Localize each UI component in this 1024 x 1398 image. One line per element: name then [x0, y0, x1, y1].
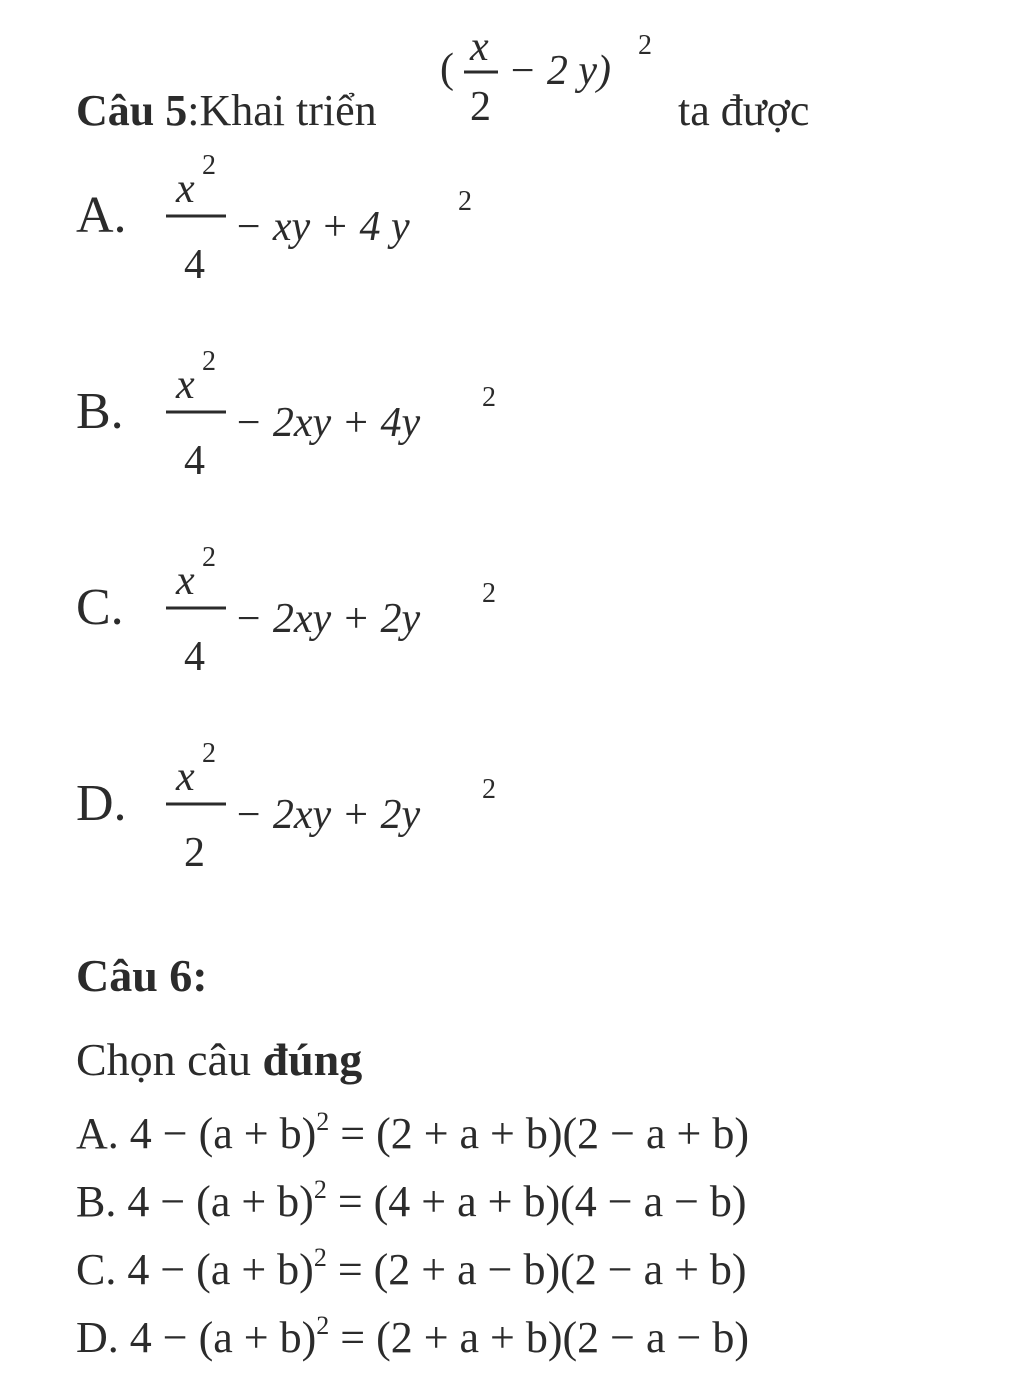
- q5-option-d[interactable]: [76, 738, 596, 888]
- q5-option-b-formula: [156, 346, 576, 486]
- q6-option-a-rhs: = (2 + a + b)(2 − a + b): [329, 1109, 749, 1158]
- q6-option-a-lhs: 4 − (a + b): [129, 1109, 317, 1158]
- formula-denominator: 4: [184, 634, 205, 680]
- question-5-tail: ta được: [678, 86, 810, 135]
- q5-option-c-formula: [156, 542, 576, 682]
- q5-option-d-formula: [156, 738, 576, 878]
- expr-rest: − 2 y): [508, 48, 611, 94]
- question-6-prompt-text: Chọn câu: [76, 1034, 263, 1085]
- q5-option-a[interactable]: [76, 150, 596, 300]
- formula-terms: − xy + 4 y: [234, 204, 410, 250]
- q6-option-b-rhs: = (4 + a + b)(4 − a − b): [326, 1177, 747, 1226]
- q6-option-b-exponent: 2: [313, 1175, 327, 1204]
- q5-option-c[interactable]: [76, 542, 596, 692]
- q5-option-b[interactable]: [76, 346, 596, 496]
- formula-terms: − 2xy + 2y: [234, 792, 421, 838]
- formula-numerator: x: [176, 754, 195, 800]
- q6-option-c-letter: C.: [76, 1245, 117, 1294]
- q6-option-c-lhs: 4 − (a + b): [127, 1245, 314, 1294]
- question-5-expression: [440, 10, 680, 140]
- expr-open-paren: (: [440, 46, 454, 92]
- q6-option-a-letter: A.: [76, 1109, 119, 1158]
- formula-last-exponent: 2: [482, 774, 496, 805]
- q6-option-a-exponent: 2: [316, 1107, 330, 1136]
- expr-exponent: 2: [638, 30, 652, 61]
- q6-option-b-letter: B.: [76, 1177, 117, 1226]
- q5-option-d-letter: D.: [76, 775, 127, 832]
- question-6-prompt-emphasis: đúng: [262, 1034, 363, 1085]
- formula-terms: − 2xy + 4y: [234, 400, 421, 446]
- q5-option-a-formula: [156, 150, 576, 290]
- formula-numerator: x: [176, 362, 195, 408]
- formula-denominator: 4: [184, 242, 205, 288]
- q5-option-c-letter: C.: [76, 579, 124, 636]
- formula-numerator-exponent: 2: [202, 150, 216, 181]
- formula-denominator: 4: [184, 438, 205, 484]
- formula-numerator-exponent: 2: [202, 542, 216, 573]
- formula-numerator-exponent: 2: [202, 738, 216, 769]
- expr-numerator: x: [470, 24, 489, 70]
- q5-option-b-letter: B.: [76, 383, 124, 440]
- q6-option-a[interactable]: [76, 1104, 749, 1164]
- q6-option-c-rhs: = (2 + a − b)(2 − a + b): [326, 1245, 747, 1294]
- q6-option-d-exponent: 2: [316, 1311, 330, 1340]
- q6-option-c[interactable]: [76, 1240, 747, 1300]
- formula-last-exponent: 2: [482, 382, 496, 413]
- formula-terms: − 2xy + 2y: [234, 596, 421, 642]
- q6-option-c-exponent: 2: [313, 1243, 327, 1272]
- formula-numerator: x: [176, 166, 195, 212]
- q6-option-b-lhs: 4 − (a + b): [127, 1177, 314, 1226]
- q6-option-d-letter: D.: [76, 1313, 119, 1362]
- formula-last-exponent: 2: [482, 578, 496, 609]
- question-6-heading: Câu 6:: [76, 950, 208, 1001]
- question-5-label: Câu 5: [76, 86, 188, 135]
- question-5-intro: :Khai triển: [187, 86, 377, 135]
- question-6-prompt: [76, 1032, 362, 1088]
- formula-denominator: 2: [184, 830, 205, 876]
- q6-option-d-rhs: = (2 + a + b)(2 − a − b): [329, 1313, 749, 1362]
- expr-denominator: 2: [470, 84, 491, 130]
- q6-option-b[interactable]: [76, 1172, 747, 1232]
- question-5-heading: [76, 86, 377, 136]
- formula-numerator-exponent: 2: [202, 346, 216, 377]
- formula-numerator: x: [176, 558, 195, 604]
- formula-last-exponent: 2: [458, 186, 472, 217]
- q6-option-d[interactable]: [76, 1308, 749, 1368]
- q5-option-a-letter: A.: [76, 187, 127, 244]
- q6-option-d-lhs: 4 − (a + b): [129, 1313, 317, 1362]
